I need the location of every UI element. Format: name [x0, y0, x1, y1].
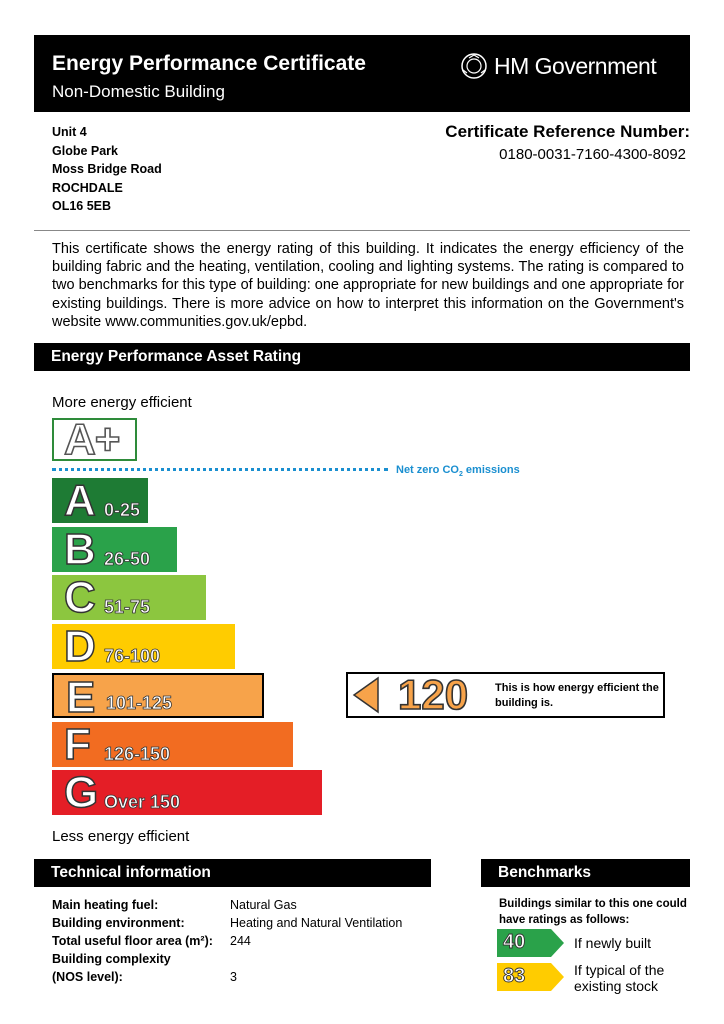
address-line: Moss Bridge Road	[52, 162, 162, 176]
band-d	[52, 622, 235, 672]
technical-value: Heating and Natural Ventilation	[230, 916, 403, 930]
band-b	[52, 524, 177, 574]
certificate-reference-number: 0180-0031-7160-4300-8092	[499, 146, 686, 163]
band-g	[52, 768, 322, 818]
divider	[34, 230, 690, 231]
hm-government-text: HM Government	[494, 52, 657, 79]
address-line: OL16 5EB	[52, 199, 112, 213]
address-line: Unit 4	[52, 125, 87, 139]
hm-government-logo	[460, 50, 656, 82]
address-line: Globe Park	[52, 143, 118, 158]
technical-heading: Technical information	[34, 859, 431, 887]
net-zero-text-end: emissions	[462, 464, 520, 476]
band-range: Over 150	[104, 792, 181, 813]
band-letter: A	[64, 476, 96, 525]
band-aplus-label: A+	[64, 415, 120, 464]
technical-label: Main heating fuel:	[52, 898, 159, 912]
current-rating-note: This is how energy efficient the building is.	[495, 682, 659, 709]
band-letter: C	[64, 573, 96, 623]
certificate-title: Energy Performance Certificate	[52, 52, 366, 75]
band-aplus	[52, 415, 137, 464]
band-letter: F	[64, 719, 91, 769]
technical-value: Natural Gas	[230, 898, 297, 912]
band-letter: D	[64, 622, 96, 672]
intro-paragraph: This certificate shows the energy rating of this building. It indicates the energy efficiency of the building fabric and the heating, ventilation, cooling and lighting systems. The rating is compared to two benchmarks for this type of building: one appropriate for new buildings and one appropriate for existing buildings. There is more advice on how to interpret this information on the Government's website www.communities.gov.uk/epbd.	[52, 241, 684, 330]
band-c	[52, 573, 206, 623]
technical-value: 3	[230, 970, 237, 984]
band-e	[52, 672, 264, 722]
benchmarks-note: Buildings similar to this one could have ratings as follows:	[499, 898, 687, 926]
band-a	[52, 478, 148, 523]
more-efficient-label: More energy efficient	[52, 394, 192, 411]
band-letter: G	[64, 768, 99, 818]
current-rating-value: 120	[398, 671, 469, 718]
technical-label: Building complexity	[52, 952, 171, 966]
technical-label: Total useful floor area (m²):	[52, 934, 213, 948]
rating-section-heading: Energy Performance Asset Rating	[34, 343, 690, 371]
benchmark-value: 83	[503, 965, 526, 987]
technical-value: 244	[230, 934, 251, 948]
technical-label: (NOS level):	[52, 970, 123, 984]
benchmarks-heading: Benchmarks	[481, 859, 690, 887]
band-range: 101-125	[106, 692, 173, 713]
royal-crest-icon	[460, 52, 488, 80]
band-range: 0-25	[104, 500, 141, 520]
band-letter: B	[64, 524, 96, 574]
benchmark-desc: If typical of the existing stock	[574, 962, 665, 994]
net-zero-dotted-line	[52, 468, 388, 471]
benchmark-desc: If newly built	[574, 935, 652, 951]
band-range: 26-50	[104, 548, 151, 569]
less-efficient-label: Less energy efficient	[52, 828, 190, 845]
technical-label: Building environment:	[52, 916, 185, 930]
certificate-subtitle: Non-Domestic Building	[52, 82, 225, 101]
address-line: ROCHDALE	[52, 180, 123, 195]
band-f	[52, 719, 293, 769]
net-zero-label	[396, 464, 520, 478]
net-zero-text: Net zero CO	[396, 464, 459, 476]
net-zero-subscript: 2	[458, 471, 463, 479]
rating-arrow-icon	[350, 676, 380, 714]
benchmark-value: 40	[503, 931, 526, 953]
band-range: 126-150	[104, 743, 171, 764]
property-address	[52, 123, 162, 216]
certificate-reference-label: Certificate Reference Number:	[445, 122, 690, 141]
band-range: 76-100	[104, 646, 161, 667]
band-letter: E	[66, 672, 96, 722]
band-range: 51-75	[104, 597, 151, 618]
